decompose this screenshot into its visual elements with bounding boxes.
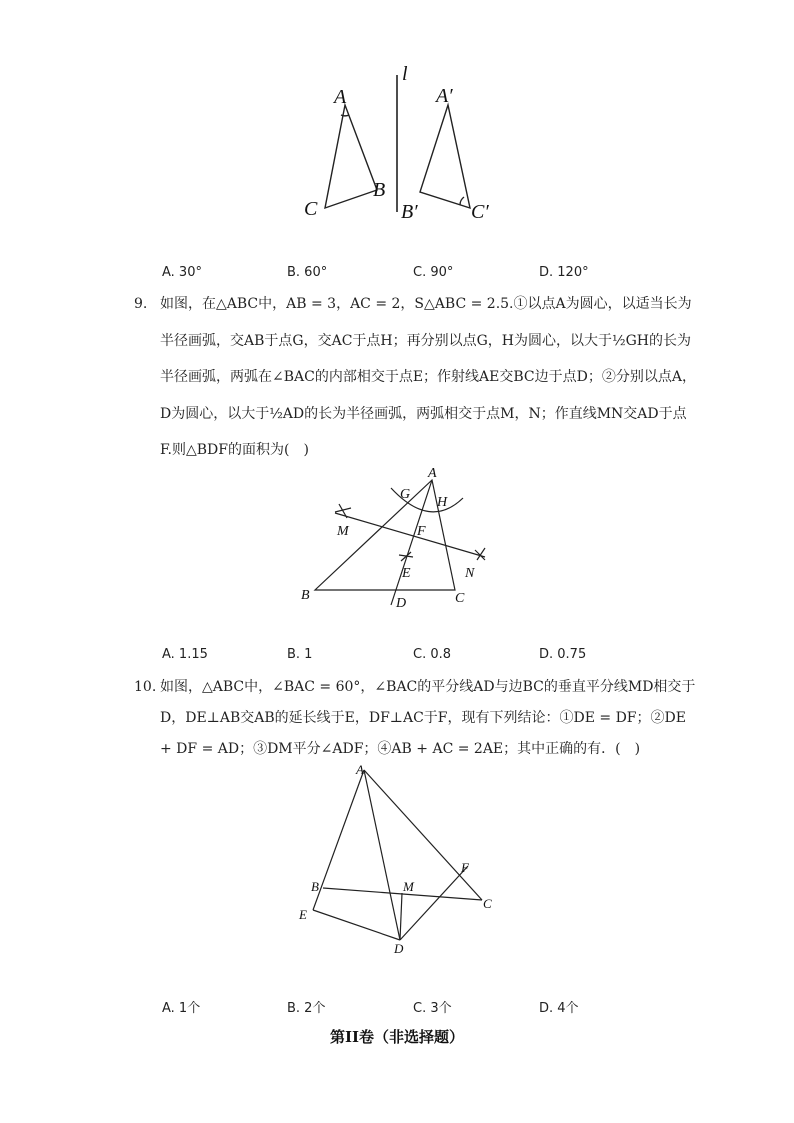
q8-option-a: A. 30°: [162, 265, 202, 280]
q9-line-4: D为圆心，以大于½AD的长为半径画弧，两弧相交于点M，N；作直线MN交AD于点: [160, 406, 687, 422]
q10-line-1: 如图，△ABC中，∠BAC = 60°，∠BAC的平分线AD与边BC的垂直平分线MD相交于: [160, 679, 696, 695]
q10-label-b: B: [311, 879, 319, 894]
q9-label-d: D: [396, 596, 407, 610]
q10-label-e: E: [299, 907, 307, 922]
q10-option-c: C. 3个: [413, 1001, 452, 1016]
q8-option-d: D. 120°: [539, 265, 589, 280]
q8-label-c: C: [304, 198, 318, 220]
section-heading: 第II卷（非选择题）: [329, 1028, 465, 1046]
q8-label-b2: B′: [401, 201, 418, 223]
q9-label-f: F: [417, 524, 426, 539]
q9-label-n: N: [465, 566, 475, 581]
q9-label-m: M: [337, 524, 349, 539]
q10-option-d: D. 4个: [539, 1001, 579, 1016]
q8-label-a2: A′: [436, 85, 453, 107]
q9-option-c: C. 0.8: [413, 647, 452, 662]
q9-line-5: F.则△BDF的面积为( ): [160, 442, 309, 458]
q10-label-d: D: [394, 941, 404, 956]
q10-number: 10.: [134, 679, 157, 695]
q9-label-h: H: [437, 495, 448, 510]
q10-option-a: A. 1个: [162, 1001, 201, 1016]
q9-line-2: 半径画弧，交AB于点G，交AC于点H；再分别以点G，H为圆心，以大于½GH的长为: [160, 333, 691, 349]
q8-label-a: A: [334, 86, 347, 108]
q9-label-b: B: [301, 588, 310, 603]
q10-line-ed: [313, 910, 400, 940]
q10-figure: [290, 760, 510, 960]
q8-angle-mark-a: [341, 115, 349, 116]
q9-label-g: G: [400, 487, 411, 502]
q9-line-1: 如图，在△ABC中，AB = 3，AC = 2，S△ABC = 2.5.①以点A为圆心，以适当长为: [160, 296, 692, 312]
q10-label-m: M: [403, 879, 414, 894]
q10-option-b: B. 2个: [287, 1001, 326, 1016]
q10-line-df: [400, 866, 468, 940]
q10-label-a: A: [356, 762, 364, 777]
q9-triangle-abc: [315, 480, 455, 590]
q9-option-a: A. 1.15: [162, 647, 208, 662]
q8-triangle-a2b2c2: [420, 105, 470, 208]
q10-line-3: + DF = AD；③DM平分∠ADF；④AB + AC = 2AE；其中正确的有．( ): [160, 741, 641, 757]
q8-triangle-abc: [325, 105, 377, 208]
q9-label-e: E: [402, 566, 411, 581]
q9-label-c: C: [455, 591, 465, 606]
q9-figure: [295, 460, 505, 610]
q8-label-l: l: [402, 63, 408, 85]
q10-line-md: [400, 893, 402, 940]
q8-option-b: B. 60°: [287, 265, 328, 280]
q10-line-2: D，DE⊥AB交AB的延长线于E，DF⊥AC于F，现有下列结论：①DE = DF；②DE: [160, 710, 686, 726]
q9-number: 9.: [134, 296, 148, 312]
q10-label-f: F: [461, 860, 469, 875]
q9-label-a: A: [428, 466, 437, 481]
q8-option-c: C. 90°: [413, 265, 454, 280]
q9-option-d: D. 0.75: [539, 647, 587, 662]
q8-angle-mark-c2: [460, 197, 464, 205]
q8-figure: [290, 60, 510, 230]
q10-label-c: C: [483, 896, 492, 911]
q9-option-b: B. 1: [287, 647, 313, 662]
q8-label-b: B: [373, 179, 386, 201]
q10-line-ad: [364, 770, 400, 940]
q8-label-c2: C′: [471, 201, 489, 223]
q9-line-3: 半径画弧，两弧在∠BAC的内部相交于点E；作射线AE交BC边于点D；②分别以点A，: [160, 369, 696, 385]
q10-line-ac: [364, 770, 482, 900]
